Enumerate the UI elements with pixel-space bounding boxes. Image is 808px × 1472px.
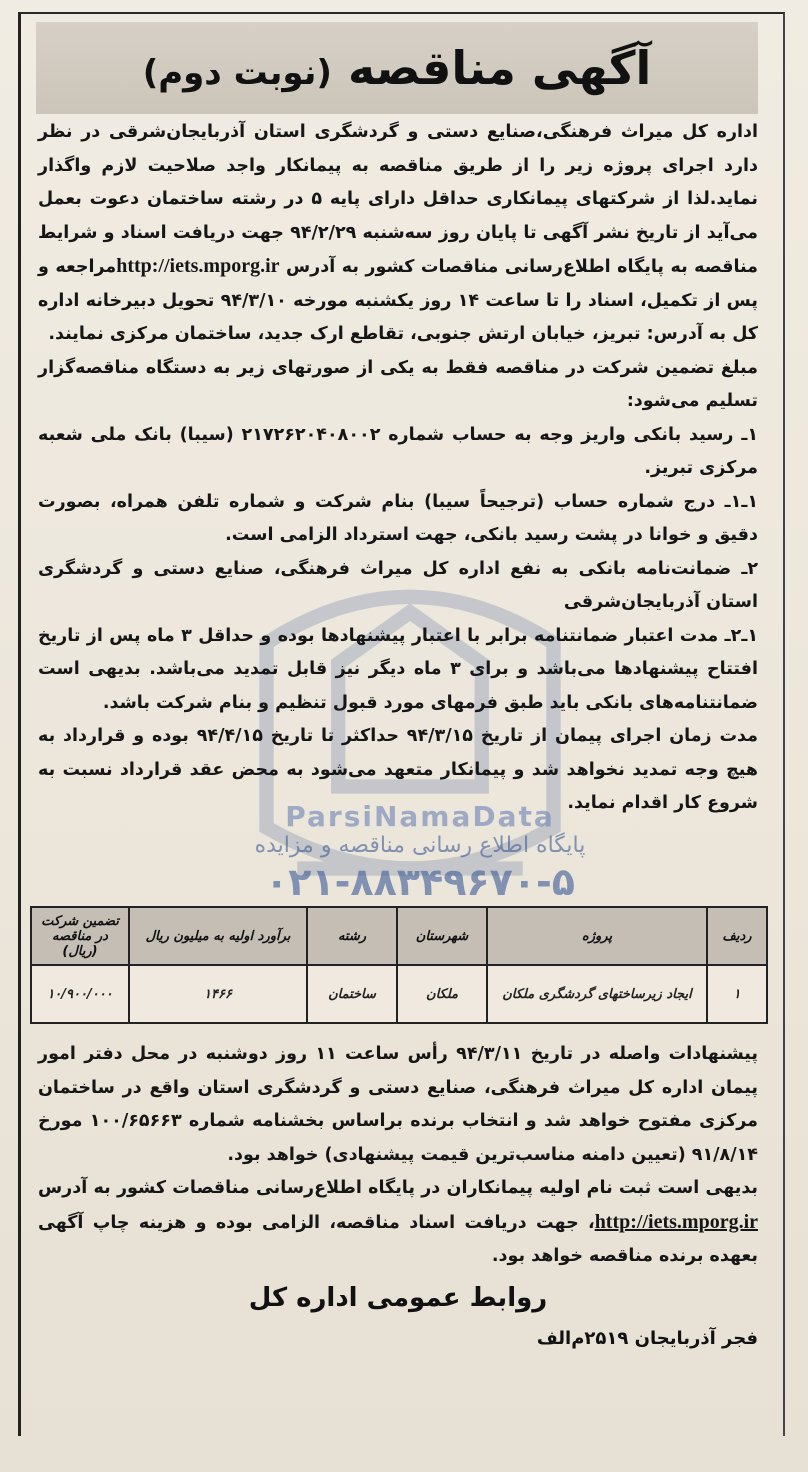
outro-p2-text: بدیهی است ثبت نام اولیه پیمانکاران در پایگاه اطلاع‌رسانی مناقصات کشور به آدرس	[38, 1178, 758, 1198]
intro-p1-text-cont: مراجعه و پس از تکمیل، اسناد را تا ساعت ۱۴ روز یکشنبه مورخه ۹۴/۳/۱۰ تحویل دبیرخانه اداره کل به آدرس: تبریز، خیابان ارتش جنوبی، تقاطع ارک جدید، ساختمان مرکزی نمایند.	[38, 257, 758, 344]
intro-paragraph-4: ۱ـ۱ـ درج شماره حساب (ترجیحاً سیبا) بنام شرکت و شماره تلفن همراه، بصورت دقیق و خوانا در پشت رسید بانکی، جهت استرداد الزامی است.	[38, 491, 758, 545]
header-city: شهرستان	[397, 907, 487, 965]
intro-paragraph-3: ۱ـ رسید بانکی واریز وجه به حساب شماره ۲۱۷۲۶۲۰۴۰۸۰۰۲ (سیبا) بانک ملی شعبه مرکزی تبریز.	[38, 424, 758, 478]
cell-city: ملکان	[397, 965, 487, 1023]
cell-guarantee: ۱۰/۹۰۰/۰۰۰	[31, 965, 129, 1023]
header-estimate: برآورد اولیه به میلیون ریال	[129, 907, 307, 965]
notice-body-outro	[38, 1038, 758, 1274]
intro-paragraph-1	[38, 116, 758, 352]
intro-paragraph-2: مبلغ تضمین شرکت در مناقصه فقط به یکی از صورتهای زیر به دستگاه مناقصه‌گزار تسلیم می‌شود:	[38, 357, 758, 411]
watermark-brand: ParsiNamaData	[285, 800, 555, 833]
header-project: پروژه	[487, 907, 707, 965]
newspaper-reference: فجر آذربایجان ۲۵۱۹م‌الف	[536, 1328, 758, 1349]
notice-title	[142, 41, 652, 95]
intro-paragraph-6: ۱ـ۲ـ مدت اعتبار ضمانتنامه برابر با اعتبار پیشنهادها بوده و حداقل ۳ ماه پس از تاریخ افتتاح پیشنهادها می‌باشد و برای ۳ ماه دیگر نیز قابل تمدید می‌باشد. بدیهی است ضمانتنامه‌های بانکی باید طبق فرمهای مورد قبول تنظیم و بنام شرکت باشد.	[38, 625, 759, 713]
cell-field: ساختمان	[307, 965, 397, 1023]
cell-project: ایجاد زیرساختهای گردشگری ملکان	[487, 965, 707, 1023]
outro-paragraph-1: پیشنهادات واصله در تاریخ ۹۴/۳/۱۱ رأس ساعت ۱۱ روز دوشنبه در محل دفتر امور پیمان اداره کل میراث فرهنگی، صنایع دستی و گردشگری استان واقع در ساختمان مرکزی مفتوح خواهد شد و انتخاب برنده براساس بخشنامه شماره ۱۰۰/۶۵۶۶۳ مورخ ۹۱/۸/۱۴ (تعیین دامنه مناسب‌ترین قیمت پیشنهادی) خواهد بود.	[38, 1044, 758, 1165]
watermark-phone: ۰۲۱-۸۸۳۴۹۶۷۰-۵	[265, 860, 575, 904]
intro-paragraph-5: ۲ـ ضمانت‌نامه بانکی به نفع اداره کل میراث فرهنگی، صنایع دستی و گردشگری استان آذربایجان‌شرقی	[38, 558, 758, 612]
tender-portal-link[interactable]: http://iets.mporg.ir	[116, 255, 280, 277]
cell-row-number: ۱	[707, 965, 767, 1023]
table-row	[31, 965, 767, 1023]
table-header-row	[31, 907, 767, 965]
title-sub: (نوبت دوم)	[142, 53, 332, 93]
watermark-slogan: پایگاه اطلاع رسانی مناقصه و مزایده	[254, 833, 586, 858]
public-relations-signature: روابط عمومی اداره کل	[248, 1283, 548, 1313]
project-table	[30, 906, 768, 1024]
title-main: آگهی مناقصه	[347, 41, 652, 95]
outro-paragraph-2	[38, 1172, 758, 1274]
notice-body-intro	[38, 116, 758, 821]
project-table-wrapper	[30, 906, 768, 1022]
tender-portal-link-2[interactable]: http://iets.mporg.ir	[594, 1210, 758, 1233]
title-band	[36, 22, 758, 114]
intro-paragraph-7: مدت زمان اجرای پیمان از تاریخ ۹۴/۳/۱۵ حداکثر تا تاریخ ۹۴/۴/۱۵ بوده و قرارداد به هیچ وجه تمدید نخواهد شد و پیمانکار متعهد می‌شود به محض عقد قرارداد نسبت به شروع کار اقدام نماید.	[38, 726, 758, 813]
cell-estimate: ۱۴۶۶	[129, 965, 307, 1023]
outro-p2-text-cont: ، جهت دریافت اسناد مناقصه، الزامی بوده و هزینه چاپ آگهی بعهده برنده مناقصه خواهد بود.	[38, 1212, 758, 1266]
intro-p1-text: اداره کل میراث فرهنگی،صنایع دستی و گردشگری استان آذربایجان‌شرقی در نظر دارد اجرای پروژه زیر را از طریق مناقصه به پیمانکار واجد صلاحیت لازم واگذار نماید.لذا از شرکتهای پیمانکاری حداقل دارای پایه ۵ در رشته ساختمان دعوت بعمل می‌آید از تاریخ نشر آگهی تا پایان روز سه‌شنبه ۹۴/۲/۲۹ جهت دریافت اسناد و شرایط مناقصه به پایگاه اطلاع‌رسانی مناقصات کشور به آدرس	[38, 122, 759, 277]
header-guarantee: تضمین شرکت در مناقصه (ریال)	[31, 907, 129, 965]
header-row-number: ردیف	[707, 907, 767, 965]
header-field: رشته	[307, 907, 397, 965]
